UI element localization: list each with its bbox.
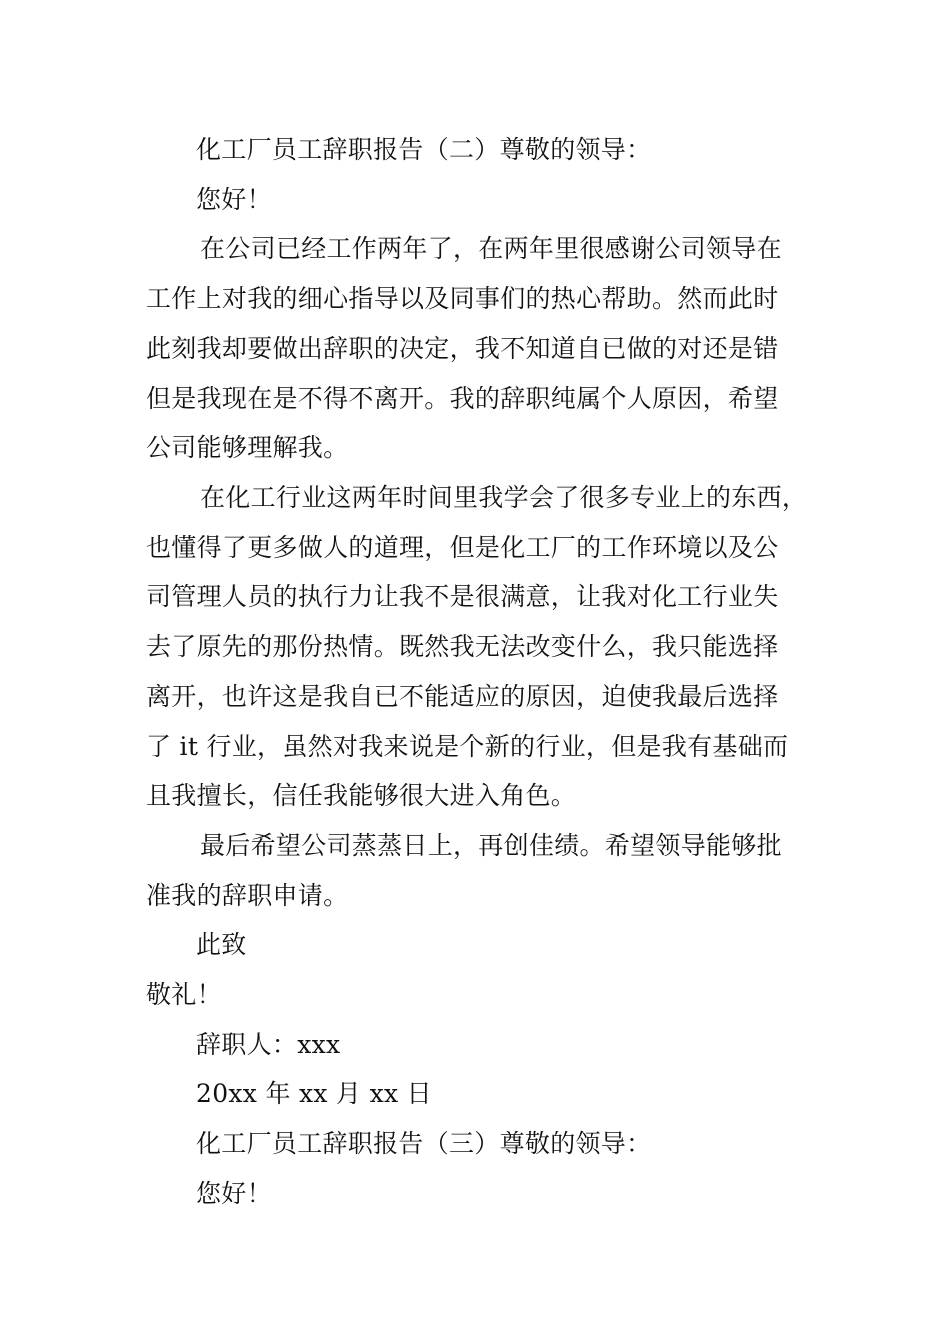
greeting: 您好！	[196, 185, 272, 214]
greeting-2: 您好！	[196, 1179, 272, 1208]
paragraph-2-line-2: 也懂得了更多做人的道理，但是化工厂的工作环境以及公	[146, 533, 779, 562]
paragraph-2-line-4: 去了原先的那份热情。既然我无法改变什么，我只能选择	[146, 632, 779, 661]
paragraph-2-line-6: 了 it 行业，虽然对我来说是个新的行业，但是我有基础而	[146, 732, 789, 761]
paragraph-2-line-7: 且我擅长，信任我能够很大进入角色。	[146, 781, 577, 810]
closing-respect: 敬礼！	[146, 980, 222, 1009]
paragraph-1-line-4: 但是我现在是不得不离开。我的辞职纯属个人原因，希望	[146, 384, 779, 413]
paragraph-3-line-2: 准我的辞职申请。	[146, 881, 349, 910]
paragraph-2-line-1: 在化工行业这两年时间里我学会了很多专业上的东西，	[200, 483, 808, 512]
date: 20xx 年 xx 月 xx 日	[196, 1079, 432, 1108]
report-title-3: 化工厂员工辞职报告（三）尊敬的领导：	[196, 1129, 652, 1158]
paragraph-1-line-2: 工作上对我的细心指导以及同事们的热心帮助。然而此时	[146, 284, 779, 313]
paragraph-1-line-1: 在公司已经工作两年了，在两年里很感谢公司领导在	[200, 234, 782, 263]
report-title-2: 化工厂员工辞职报告（二）尊敬的领导：	[196, 135, 652, 164]
signature: 辞职人：xxx	[196, 1030, 341, 1059]
paragraph-3-line-1: 最后希望公司蒸蒸日上，再创佳绩。希望领导能够批	[200, 831, 782, 860]
closing-salutation: 此致	[196, 930, 247, 959]
paragraph-2-line-3: 司管理人员的执行力让我不是很满意，让我对化工行业失	[146, 582, 779, 611]
paragraph-1-line-3: 此刻我却要做出辞职的决定，我不知道自已做的对还是错	[146, 334, 779, 363]
paragraph-2-line-5: 离开，也许这是我自已不能适应的原因，迫使我最后选择	[146, 682, 779, 711]
paragraph-1-line-5: 公司能够理解我。	[146, 433, 349, 462]
